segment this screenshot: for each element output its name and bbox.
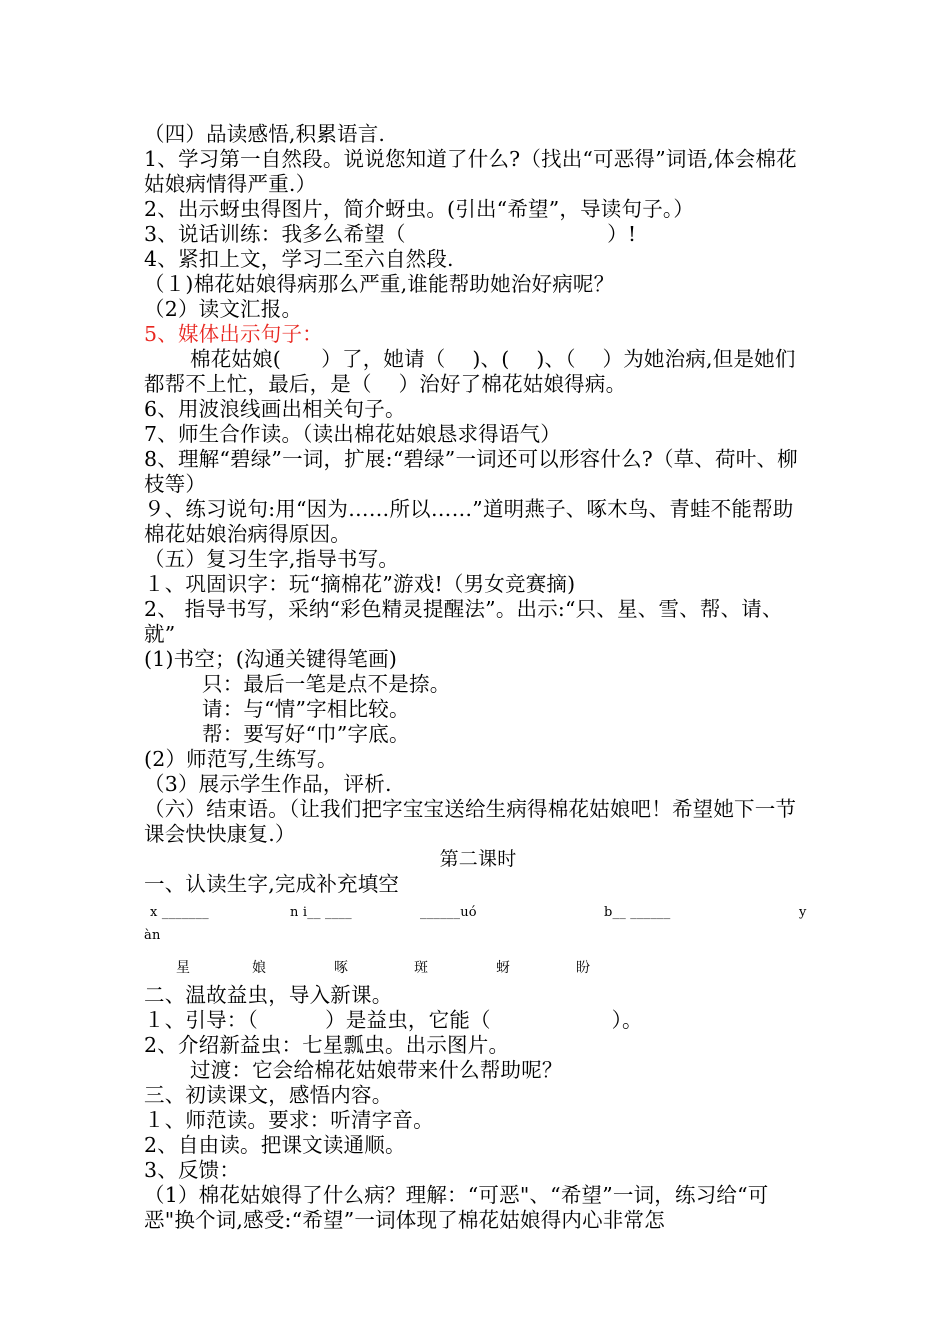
pinyin-blank-4: b__ ______ — [604, 905, 671, 920]
sub-step-2: （2）读文汇报。 — [144, 297, 303, 321]
section-heading-6: （六）结束语。（让我们把字宝宝送给生病得棉花姑娘吧！希望她下一节课会快快康复.） — [144, 797, 797, 846]
pinyin-continuation — [144, 925, 812, 947]
char-item: 盼 — [576, 960, 591, 976]
pinyin-blank-1: x _______ — [150, 905, 209, 920]
pinyin-blank-5: y — [799, 905, 807, 920]
char-item: 娘 — [252, 960, 267, 976]
document-page — [144, 122, 812, 1233]
character-row — [144, 953, 812, 983]
fill-in-sentence: 棉花姑娘( ）了，她请（ )、( )、（ ）为她治病,但是她们都帮不上忙，最后，是（ ）治好了棉花姑娘得病。 — [144, 347, 796, 396]
lesson-two-title: 第二课时 — [439, 848, 517, 870]
char-item: 蚜 — [496, 960, 511, 976]
step-1: 1、学习第一自然段。说说您知道了什么?（找出“可恶得”词语,体会棉花姑娘病情得严重.） — [144, 147, 797, 196]
step-4: 4、紧扣上文，学习二至六自然段. — [144, 247, 454, 271]
writing-tip-qing: 请：与“情”字相比较。 — [202, 697, 410, 721]
lesson2-step-1: １、引导：（ ）是益虫，它能（ ）。 — [144, 1008, 643, 1032]
reading-step-3: 3、反馈： — [144, 1158, 241, 1182]
section-heading-4: （四）品读感悟,积累语言. — [144, 122, 386, 146]
writing-tip-zhi: 只：最后一笔是点不是捺。 — [202, 672, 451, 696]
char-item: 斑 — [414, 960, 429, 976]
step-9: ９、练习说句:用“因为……所以……”道明燕子、啄木鸟、青蛙不能帮助棉花姑娘治病得原因。 — [144, 497, 794, 546]
writing-tip-bang: 帮：要写好“巾”字底。 — [202, 722, 410, 746]
step-2: 2、出示蚜虫得图片，简介蚜虫。(引出“希望”，导读句子。） — [144, 197, 695, 221]
writing-sub-2: (2）师范写,生练写。 — [144, 747, 338, 771]
step-6: 6、用波浪线画出相关句子。 — [144, 397, 406, 421]
step-7: 7、师生合作读。（读出棉花姑娘恳求得语气） — [144, 422, 561, 446]
sub-step-1: （１)棉花姑娘得病那么严重,谁能帮助她治好病呢？ — [144, 272, 615, 296]
writing-sub-1: (1)书空；(沟通关键得笔画) — [144, 647, 398, 671]
lesson2-heading-1: 一、认读生字,完成补充填空 — [144, 872, 400, 896]
lesson2-heading-2: 二、温故益虫，导入新课。 — [144, 983, 393, 1007]
writing-sub-3: （3）展示学生作品，评析. — [144, 772, 392, 796]
review-step-1: １、巩固识字：玩“摘棉花”游戏!（男女竞赛摘) — [144, 572, 576, 596]
reading-step-1: １、师范读。要求：听清字音。 — [144, 1108, 434, 1132]
pinyin-blank-2: n i__ ____ — [290, 905, 352, 920]
step-3: 3、说话训练：我多么希望（ ）! — [144, 222, 637, 246]
char-item: 星 — [176, 960, 191, 976]
review-step-2: 2、 指导书写，采纳“彩色精灵提醒法”。出示:“只、星、雪、帮、请、就” — [144, 597, 783, 646]
reading-step-2: 2、自由读。把课文读通顺。 — [144, 1133, 406, 1157]
pinyin-blank-3: ______uó — [420, 905, 477, 920]
section-heading-5: （五）复习生字,指导书写。 — [144, 547, 400, 571]
feedback-question-1: （1）棉花姑娘得了什么病？理解：“可恶"、“希望”一词，练习给“可恶"换个词,感受:“希望”一词体现了棉花姑娘得内心非常怎 — [144, 1183, 769, 1232]
transition-line: 过渡：它会给棉花姑娘带来什么帮助呢？ — [190, 1058, 563, 1082]
lesson2-heading-3: 三、初读课文，感悟内容。 — [144, 1083, 393, 1107]
char-item: 啄 — [334, 960, 349, 976]
pinyin-fill-row — [144, 901, 812, 925]
step-8: 8、理解“碧绿”一词，扩展:“碧绿”一词还可以形容什么?（草、荷叶、柳枝等） — [144, 447, 798, 496]
pinyin-blank-6: àn — [144, 928, 161, 943]
step-5-media: 5、媒体出示句子： — [144, 322, 323, 346]
lesson2-step-2: 2、介绍新益虫：七星瓢虫。出示图片。 — [144, 1033, 510, 1057]
